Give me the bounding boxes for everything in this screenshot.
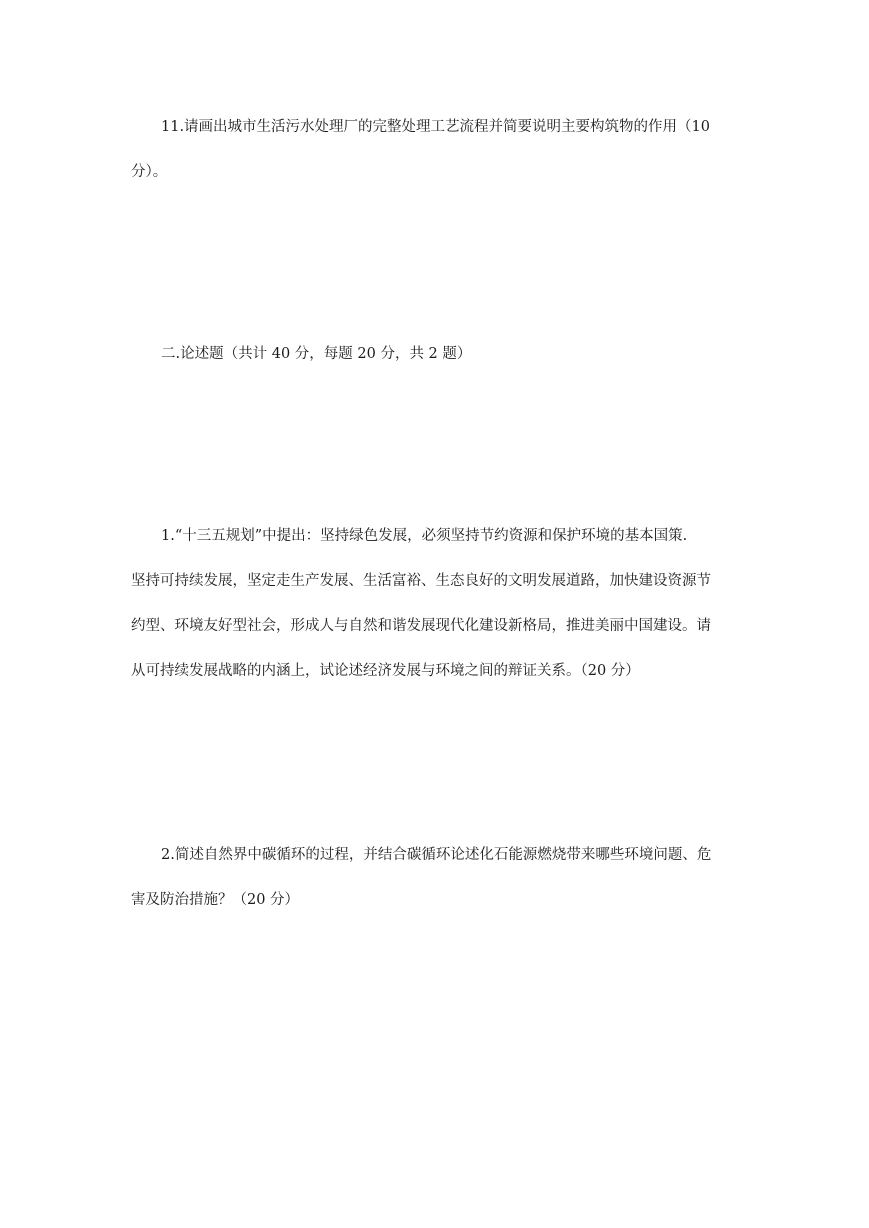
question-11-line-2: 分）。 — [131, 164, 168, 180]
essay-1-line-1: 1.“十三五规划”中提出：坚持绿色发展，必须坚持节约资源和保护环境的基本国策. — [161, 528, 688, 544]
essay-question-2 — [131, 833, 741, 923]
essay-1-line-4: 从可持续发展战略的内涵上，试论述经济发展与环境之间的辩证关系。（20 分） — [131, 663, 640, 679]
question-11 — [131, 105, 741, 195]
essay-2-line-1: 2.简述自然界中碳循环的过程，并结合碳循环论述化石能源燃烧带来哪些环境问题、危 — [161, 847, 712, 863]
essay-question-1 — [131, 514, 741, 694]
essay-1-line-2: 坚持可持续发展，坚定走生产发展、生活富裕、生态良好的文明发展道路，加快建设资源节 — [131, 573, 711, 589]
question-11-line-1: 11.请画出城市生活污水处理厂的完整处理工艺流程并简要说明主要构筑物的作用（10 — [161, 119, 711, 135]
essay-1-line-3: 约型、环境友好型社会，形成人与自然和谐发展现代化建设新格局，推进美丽中国建设。请 — [131, 618, 711, 634]
section-2-heading-text: 二.论述题（共计 40 分，每题 20 分，共 2 题） — [161, 346, 472, 362]
section-2-heading — [131, 332, 741, 377]
essay-2-line-2: 害及防治措施？（20 分） — [131, 892, 300, 908]
